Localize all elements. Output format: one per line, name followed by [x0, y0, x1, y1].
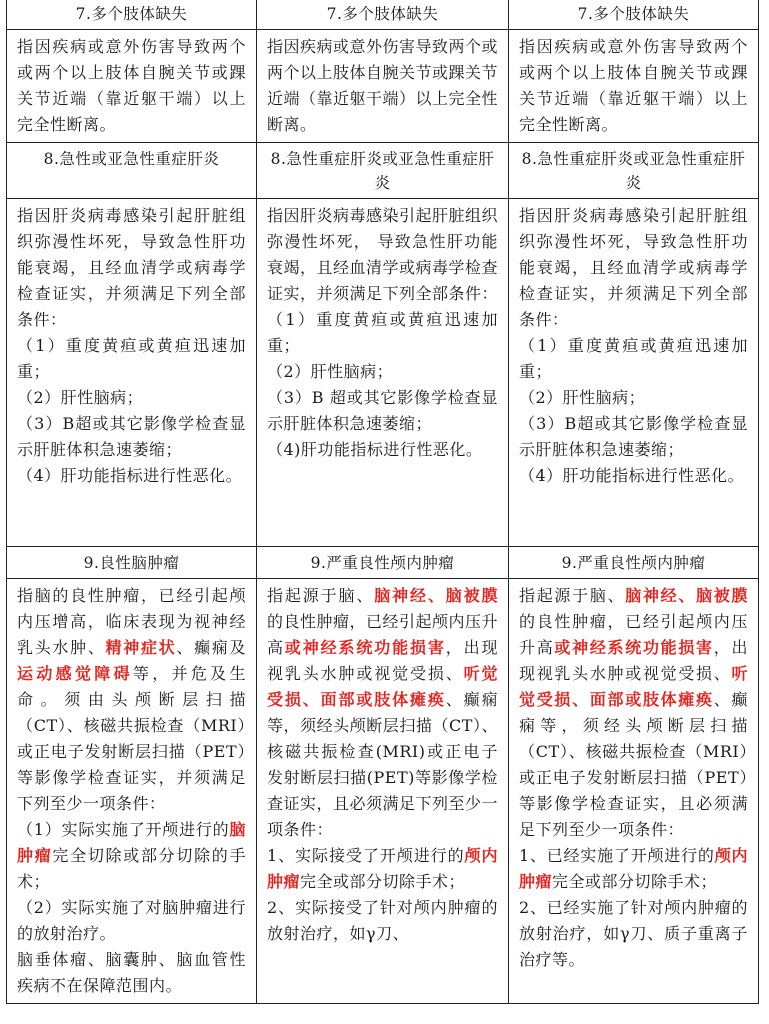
row9-header [7, 547, 759, 579]
row9-col1-highlight3: 脑肿瘤 [17, 820, 246, 865]
row9-col3-b1: 1、已经实施了开颅进行的 [519, 846, 715, 865]
row9-col2-b1: 1、实际接受了开颅进行的 [267, 846, 465, 865]
row8-header-col2: 8.急性重症肝炎或亚急性重症肝炎 [257, 143, 509, 199]
row9-col3-item2: 2、已经实施了针对颅内肿瘤的放射治疗，如γ刀、质子重离子治疗等。 [519, 898, 748, 969]
row9-col1-a1: 指脑的良性肿瘤，已经引起颅内压增高，临床表现为视神经乳头水肿、 [17, 586, 246, 657]
row9-col2-highlight1: 脑神经、脑被膜 [374, 586, 498, 605]
row9-col1-exclusion: 脑垂体瘤、脑囊肿、脑血管性疾病不在保障范围内。 [17, 950, 246, 995]
row9-col2-highlight3: 听觉受损、面部或肢体瘫痪 [267, 664, 498, 709]
row9-col1-item1 [17, 817, 246, 895]
row9-col1-item2: （2）实际实施了对脑肿瘤进行的放射治疗。 [17, 898, 246, 943]
row8-body [7, 199, 759, 547]
row7-col1-text: 指因疾病或意外伤害导致两个或两个以上肢体自腕关节或踝关节近端（靠近躯干端）以上完全性断离。 [7, 30, 257, 143]
row9-col2-highlight4: 颅内肿瘤 [267, 846, 498, 891]
comparison-table [6, 0, 759, 1004]
row9-col3-highlight1: 脑神经、脑被膜 [625, 586, 748, 605]
row8-col1 [7, 199, 257, 547]
row8-col2-item2: （2）肝性脑病； [267, 362, 394, 381]
row9-col2-item1 [267, 843, 498, 895]
row9-col2-a4: 、癫痫等，须经头颅断层扫描（CT）、核磁共振检查(MRI)或正电子发射断层扫描(PET)等影像学检查证实，且必须满足下列至少一项条件： [267, 690, 499, 839]
row9-header-col3: 9.严重良性颅内肿瘤 [509, 547, 759, 579]
row9-col1 [7, 579, 257, 1004]
row9-header-col1: 9.良性脑肿瘤 [7, 547, 257, 579]
row9-col2-a1: 指起源于脑、 [267, 586, 375, 605]
row9-col3-a1: 指起源于脑、 [519, 586, 626, 605]
row8-col2 [257, 199, 509, 547]
row8-col3-item1: （1）重度黄疸或黄疸迅速加重； [519, 336, 748, 381]
row9-col2 [257, 579, 509, 1004]
row8-col2-item3: （3）B 超或其它影像学检查显示肝脏体积急速萎缩； [267, 388, 498, 433]
row8-col3 [509, 199, 759, 547]
row8-col2-intro: 指因肝炎病毒感染引起肝脏组织弥漫性坏死， 导致急性肝功能衰竭，且经血清学或病毒学检查证实，并须满足下列全部条件： [267, 206, 499, 303]
row8-col1-item4: （4）肝功能指标进行性恶化。 [17, 466, 243, 485]
row9-col2-highlight2: 或神经系统功能损害 [284, 638, 446, 657]
row9-col1-highlight2: 运动感觉障碍 [17, 664, 133, 683]
row9-col2-intro [267, 583, 498, 843]
row8-col3-item4: （4）肝功能指标进行性恶化。 [519, 466, 745, 485]
row8-col3-item2: （2）肝性脑病； [519, 388, 646, 407]
row8-col2-item4: （4)肝功能指标进行性恶化。 [267, 440, 483, 459]
row9-col3-item1 [519, 843, 748, 895]
row9-col3-highlight2: 或神经系统功能损害 [554, 638, 714, 657]
row7-header [7, 0, 759, 30]
row8-col3-item3: （3）B超或其它影像学检查显示肝脏体积急速萎缩； [519, 414, 748, 459]
row9-col3-highlight3: 听觉受损、面部或肢体瘫痪 [519, 664, 748, 709]
row9-col1-a3: 等，并危及生命。须由头颅断层扫描（CT）、核磁共振检查（MRI）或正电子发射断层扫描（PET）等影像学检查证实，并须满足下列至少一项条件： [17, 664, 246, 813]
row9-body [7, 579, 759, 1004]
row9-col3-highlight4: 颅内肿瘤 [519, 846, 748, 891]
row9-col1-b2: 完全切除或部分切除的手术； [17, 846, 246, 891]
row8-col2-item1: （1）重度黄疸或黄疸迅速加重； [267, 310, 498, 355]
row9-col2-b2: 完全或部分切除手术； [300, 872, 466, 891]
row9-header-col2: 9.严重良性颅内肿瘤 [257, 547, 509, 579]
row8-col1-item2: （2）肝性脑病； [17, 388, 144, 407]
row9-col1-b1: （1）实际实施了开颅进行的 [17, 820, 230, 839]
row8-col1-intro: 指因肝炎病毒感染引起肝脏组织弥漫性坏死，导致急性肝功能衰竭，且经血清学或病毒学检查证实，并须满足下列全部条件： [17, 206, 246, 329]
row8-col3-intro: 指因肝炎病毒感染引起肝脏组织弥漫性坏死，导致急性肝功能衰竭，且经血清学或病毒学检查证实，并须满足下列全部条件： [519, 206, 748, 329]
row7-col3-text: 指因疾病或意外伤害导致两个或两个以上肢体自腕关节或踝关节近端（靠近躯干端）以上完全性断离。 [509, 30, 759, 143]
row9-col3-a3: ，出现视乳头水肿或视觉受损、 [519, 638, 748, 683]
row9-col1-a2: 、癫痫及 [176, 638, 246, 657]
row9-col3-intro [519, 583, 748, 843]
row9-col2-item2: 2、实际接受了针对颅内肿瘤的放射治疗，如γ刀、 [267, 898, 498, 943]
row9-col2-a2: 的良性肿瘤，已经引起颅内压升高 [267, 612, 499, 657]
row8-col1-item3: （3）B超或其它影像学检查显示肝脏体积急速萎缩； [17, 414, 246, 459]
row7-body [7, 30, 759, 143]
row9-col3-a4: 、癫痫等，须经头颅断层扫描（CT）、核磁共振检查（MRI）或正电子发射断层扫描（PET）等影像学检查证实，且必须满足下列至少一项条件： [519, 690, 748, 839]
row8-header-col1: 8.急性或亚急性重症肝炎 [7, 143, 257, 199]
row7-header-col2: 7.多个肢体缺失 [257, 0, 509, 30]
row7-header-col1: 7.多个肢体缺失 [7, 0, 257, 30]
row9-col1-highlight1: 精神症状 [105, 638, 177, 657]
row9-col3-b2: 完全或部分切除手术； [552, 872, 718, 891]
row9-col3 [509, 579, 759, 1004]
row8-col1-item1: （1）重度黄疸或黄疸迅速加重； [17, 336, 246, 381]
row8-header [7, 143, 759, 199]
row9-col3-a2: 的良性肿瘤，已经引起颅内压升高 [519, 612, 748, 657]
row9-col2-a3: ，出现视乳头水肿或视觉受损、 [267, 638, 498, 683]
row7-col2-text: 指因疾病或意外伤害导致两个或两个以上肢体自腕关节或踝关节近端（靠近躯干端）以上完全性断离。 [257, 30, 509, 143]
row8-header-col3: 8.急性重症肝炎或亚急性重症肝炎 [509, 143, 759, 199]
row9-col1-intro [17, 583, 246, 817]
row7-header-col3: 7.多个肢体缺失 [509, 0, 759, 30]
